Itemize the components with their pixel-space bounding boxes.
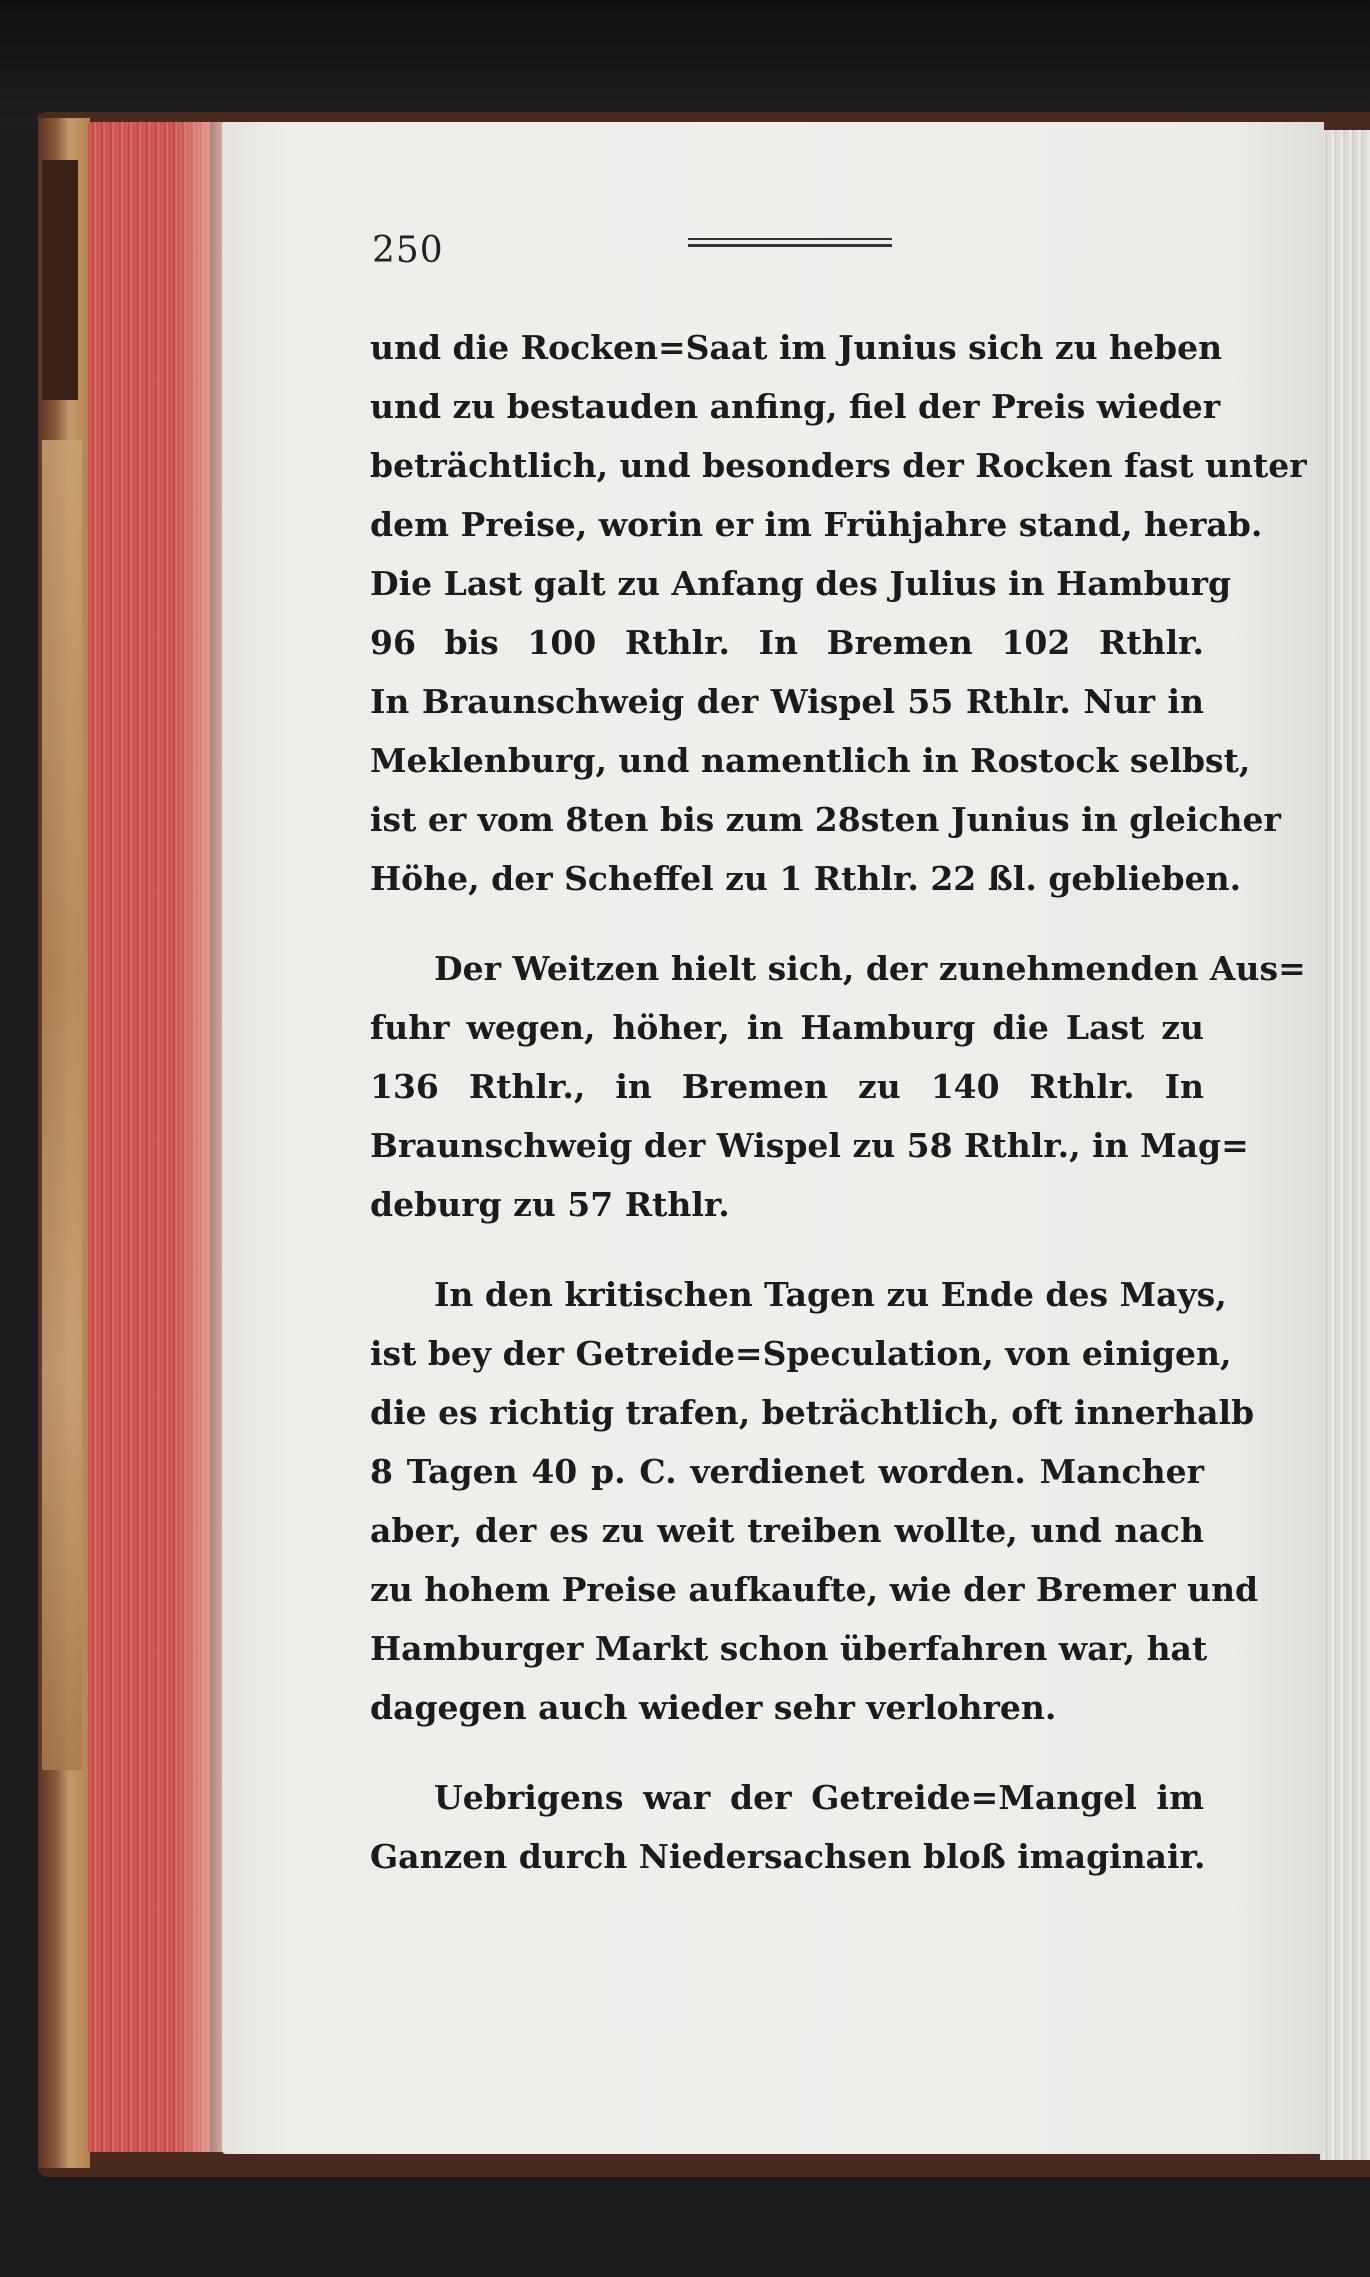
right-page-edges: [1320, 130, 1370, 2160]
paragraph-2: [370, 939, 1306, 1234]
text-line: Meklenburg, und namentlich in Rostock selbst,: [370, 741, 1251, 780]
text-line: deburg zu 57 Rthlr.: [370, 1185, 730, 1224]
text-line: fuhr wegen, höher, in Hamburg die Last zu: [370, 1008, 1204, 1047]
text-line: dagegen auch wieder sehr verlohren.: [370, 1688, 1057, 1727]
text-line: In den kritischen Tagen zu Ende des Mays,: [434, 1275, 1227, 1314]
text-line: 136 Rthlr., in Bremen zu 140 Rthlr. In: [370, 1067, 1204, 1106]
text-line: Ganzen durch Niedersachsen bloß imaginair.: [370, 1837, 1206, 1876]
cover-leather-patch: [42, 440, 82, 1770]
text-line: beträchtlich, und besonders der Rocken fast unter: [370, 446, 1307, 485]
text-line: ist er vom 8ten bis zum 28sten Junius in gleicher: [370, 800, 1281, 839]
page-edge-gradient: [175, 122, 225, 2152]
backdrop: [0, 0, 1370, 130]
text-line: Braunschweig der Wispel zu 58 Rthlr., in Mag=: [370, 1126, 1249, 1165]
text-line: Höhe, der Scheffel zu 1 Rthlr. 22 ßl. geblieben.: [370, 859, 1242, 898]
text-line: aber, der es zu weit treiben wollte, und nach: [370, 1511, 1204, 1550]
page-text: [370, 318, 1307, 1917]
header-double-rule: [688, 238, 892, 254]
paragraph-4: [370, 1768, 1204, 1886]
text-line: Hamburger Markt schon überfahren war, hat: [370, 1629, 1208, 1668]
cover-dark-band: [42, 160, 78, 400]
text-line: 8 Tagen 40 p. C. verdienet worden. Mancher: [370, 1452, 1204, 1491]
text-line: zu hohem Preise aufkaufte, wie der Bremer und: [370, 1570, 1259, 1609]
text-line: dem Preise, worin er im Frühjahre stand, herab.: [370, 505, 1263, 544]
text-line: Der Weitzen hielt sich, der zunehmenden Aus=: [434, 949, 1306, 988]
text-line: und die Rocken=Saat im Junius sich zu heben: [370, 328, 1223, 367]
text-line: Die Last galt zu Anfang des Julius in Hamburg: [370, 564, 1232, 603]
page-header: [372, 230, 892, 270]
text-line: und zu bestauden anfing, fiel der Preis wieder: [370, 387, 1221, 426]
paragraph-3: [370, 1265, 1259, 1737]
paragraph-1: [370, 318, 1307, 908]
text-line: Uebrigens war der Getreide=Mangel im: [434, 1778, 1204, 1817]
text-line: 96 bis 100 Rthlr. In Bremen 102 Rthlr.: [370, 623, 1204, 662]
text-line: In Braunschweig der Wispel 55 Rthlr. Nur in: [370, 682, 1204, 721]
text-line: ist bey der Getreide=Speculation, von einigen,: [370, 1334, 1232, 1373]
text-line: die es richtig trafen, beträchtlich, oft innerhalb: [370, 1393, 1255, 1432]
page-number: 250: [372, 230, 444, 271]
